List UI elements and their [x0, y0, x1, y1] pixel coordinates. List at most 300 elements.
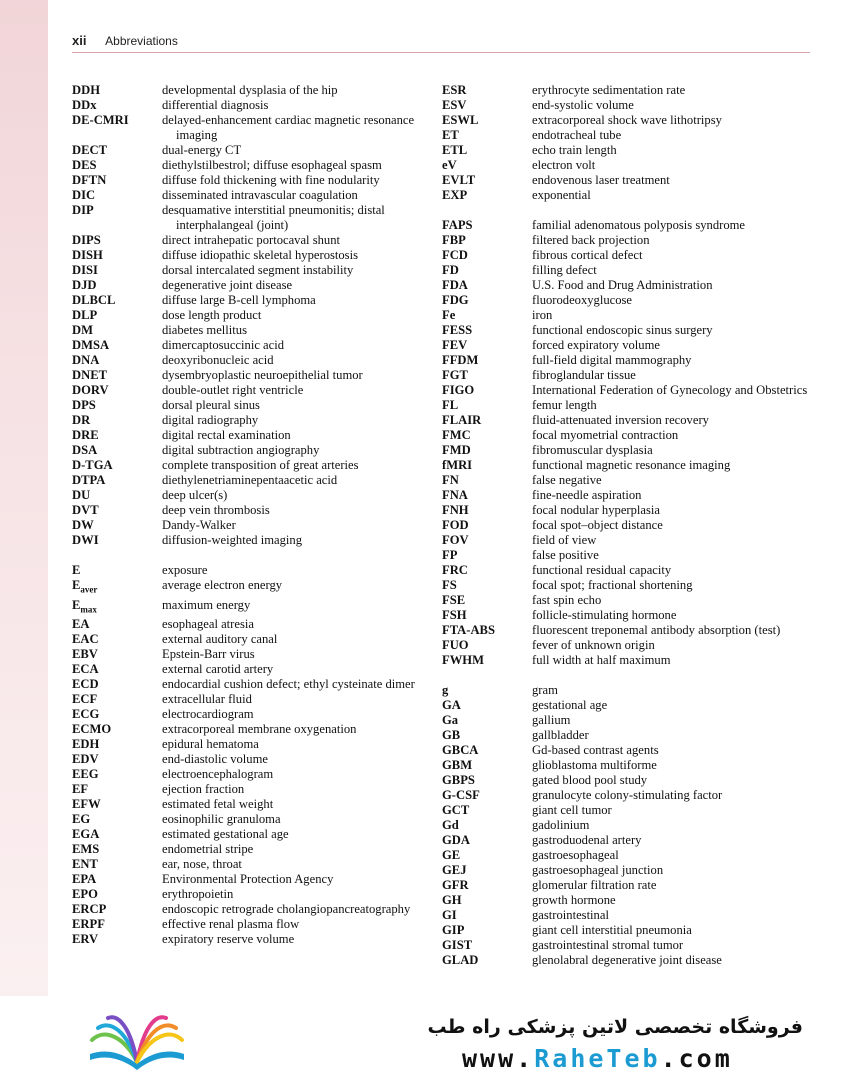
abbreviation-term: GIST [442, 938, 473, 952]
abbreviation-entry [72, 308, 420, 323]
abbreviation-definition: femur length [532, 398, 597, 412]
abbreviation-term: FDG [442, 293, 469, 307]
abbreviation-entry [72, 113, 420, 143]
abbreviation-entry [72, 458, 420, 473]
abbreviation-definition: focal nodular hyperplasia [532, 503, 660, 517]
abbreviation-entry [72, 488, 420, 503]
abbreviation-definition: electroencephalogram [162, 767, 274, 782]
abbreviation-entry [442, 578, 810, 593]
abbreviation-definition: esophageal atresia [162, 617, 254, 632]
abbreviation-definition: endocardial cushion defect; ethyl cysteinate dimer [162, 677, 415, 692]
abbreviation-entry [72, 872, 420, 887]
abbreviation-entry [72, 158, 420, 173]
abbreviation-definition: glioblastoma multiforme [532, 758, 657, 772]
abbreviation-definition: Environmental Protection Agency [162, 872, 334, 887]
abbreviation-entry [72, 737, 420, 752]
abbreviation-term: ESWL [442, 113, 479, 127]
abbreviation-entry [442, 263, 810, 278]
abbreviation-definition: external auditory canal [162, 632, 278, 647]
abbreviation-term: FD [442, 263, 459, 277]
abbreviation-entry [442, 608, 810, 623]
abbreviation-term: DORV [72, 383, 109, 397]
abbreviation-term: FMC [442, 428, 471, 442]
abbreviation-definition: average electron energy [162, 578, 283, 592]
abbreviation-entry [442, 548, 810, 563]
abbreviation-definition: dysembryoplastic neuroepithelial tumor [162, 368, 363, 382]
abbreviation-term: DTPA [72, 473, 106, 487]
abbreviation-term: GBM [442, 758, 473, 772]
abbreviation-entry [72, 323, 420, 338]
abbreviation-definition: Gd-based contrast agents [532, 743, 659, 757]
abbreviation-entry [442, 383, 810, 398]
abbreviation-entry [442, 143, 810, 158]
abbreviation-term: FNH [442, 503, 469, 517]
abbreviation-definition: extracellular fluid [162, 692, 252, 707]
abbreviation-term: E [72, 563, 81, 577]
abbreviation-term: GH [442, 893, 462, 907]
abbreviation-entry [72, 578, 420, 598]
url-brand: RaheTeb [534, 1044, 661, 1073]
abbreviation-definition: gestational age [532, 698, 608, 712]
abbreviation-definition: digital rectal examination [162, 428, 291, 442]
abbreviation-term: DDx [72, 98, 97, 112]
abbreviation-definition: erythropoietin [162, 887, 234, 902]
abbreviation-entry [442, 833, 810, 848]
abbreviation-definition: diffuse large B-cell lymphoma [162, 293, 316, 307]
abbreviation-definition: external carotid artery [162, 662, 274, 677]
abbreviation-definition: gallbladder [532, 728, 589, 742]
abbreviation-term: FIGO [442, 383, 475, 397]
abbreviation-term: ECA [72, 662, 99, 677]
abbreviation-definition: expiratory reserve volume [162, 932, 295, 947]
abbreviation-term: FDA [442, 278, 468, 292]
abbreviation-entry [442, 908, 810, 923]
abbreviation-entry [442, 698, 810, 713]
abbreviation-term: FFDM [442, 353, 479, 367]
abbreviation-definition: filtered back projection [532, 233, 650, 247]
abbreviation-entry [72, 413, 420, 428]
abbreviation-entry [442, 743, 810, 758]
abbreviation-term: DIPS [72, 233, 101, 247]
abbreviation-entry [442, 308, 810, 323]
abbreviation-term: FMD [442, 443, 471, 457]
abbreviation-entry [442, 923, 810, 938]
abbreviation-definition: glomerular filtration rate [532, 878, 657, 892]
abbreviation-term: GB [442, 728, 461, 742]
abbreviation-term: FL [442, 398, 459, 412]
abbreviation-term-wrapper [72, 598, 162, 618]
abbreviation-entry [72, 887, 420, 902]
abbreviation-definition: diffusion-weighted imaging [162, 533, 303, 547]
abbreviation-term: DW [72, 518, 94, 532]
abbreviation-definition: electron volt [532, 158, 596, 172]
abbreviation-subscript: aver [80, 584, 98, 595]
abbreviation-term: ENT [72, 857, 98, 872]
abbreviation-entry [72, 767, 420, 782]
abbreviation-term: EPA [72, 872, 97, 887]
abbreviation-term: FSE [442, 593, 466, 607]
abbreviation-definition: fibromuscular dysplasia [532, 443, 653, 457]
abbreviation-term: EDV [72, 752, 99, 767]
abbreviation-entry [72, 647, 420, 662]
abbreviation-term: GA [442, 698, 461, 712]
abbreviation-term: FESS [442, 323, 473, 337]
abbreviation-definition: functional residual capacity [532, 563, 672, 577]
abbreviation-term: EDH [72, 737, 100, 752]
abbreviation-definition: filling defect [532, 263, 597, 277]
abbreviation-term: Ga [442, 713, 459, 727]
abbreviation-definition: ejection fraction [162, 782, 245, 797]
abbreviation-entry [72, 203, 420, 233]
abbreviation-definition: functional magnetic resonance imaging [532, 458, 731, 472]
abbreviation-entry [72, 598, 420, 618]
abbreviation-entry [442, 683, 810, 698]
page-margin-tint [0, 0, 48, 996]
abbreviation-definition: dose length product [162, 308, 262, 322]
abbreviation-term: DNET [72, 368, 107, 382]
abbreviation-definition: gastrointestinal stromal tumor [532, 938, 684, 952]
abbreviation-term: DVT [72, 503, 99, 517]
abbreviation-entry [72, 662, 420, 677]
abbreviation-term: GBPS [442, 773, 475, 787]
abbreviation-term: FRC [442, 563, 468, 577]
abbreviation-entry [442, 98, 810, 113]
url-prefix: www. [462, 1044, 535, 1073]
abbreviation-entry [442, 473, 810, 488]
abbreviation-definition: differential diagnosis [162, 98, 269, 112]
abbreviation-entry [442, 128, 810, 143]
abbreviation-entry [442, 638, 810, 653]
abbreviation-term: GFR [442, 878, 469, 892]
abbreviation-term: E [72, 597, 81, 612]
abbreviation-entry [442, 503, 810, 518]
abbreviation-term: EBV [72, 647, 98, 662]
abbreviation-term: FN [442, 473, 459, 487]
abbreviation-entry [442, 533, 810, 548]
abbreviation-definition: iron [532, 308, 553, 322]
abbreviation-entry [442, 458, 810, 473]
abbreviation-term: G-CSF [442, 788, 480, 802]
abbreviation-term: ETL [442, 143, 468, 157]
running-header [72, 33, 178, 49]
abbreviation-term: DM [72, 323, 93, 337]
abbreviation-definition: gastrointestinal [532, 908, 609, 922]
abbreviation-definition: granulocyte colony-stimulating factor [532, 788, 723, 802]
abbreviation-definition: endotracheal tube [532, 128, 622, 142]
abbreviation-term: EGA [72, 827, 100, 842]
abbreviation-term: DIC [72, 188, 96, 202]
abbreviation-definition: effective renal plasma flow [162, 917, 300, 932]
abbreviation-entry [72, 902, 420, 917]
abbreviation-definition: erythrocyte sedimentation rate [532, 83, 686, 97]
abbreviation-entry [442, 803, 810, 818]
abbreviation-entry [442, 953, 810, 968]
abbreviation-definition: fine-needle aspiration [532, 488, 642, 502]
abbreviation-term: DU [72, 488, 91, 502]
abbreviation-definition: giant cell tumor [532, 803, 612, 817]
abbreviation-term: DPS [72, 398, 96, 412]
abbreviation-definition: delayed-enhancement cardiac magnetic resonance imaging [162, 113, 415, 142]
abbreviation-entry [442, 293, 810, 308]
abbreviation-term: E [72, 578, 81, 592]
abbreviation-entry [442, 83, 810, 98]
abbreviation-definition: dual-energy CT [162, 143, 242, 157]
abbreviation-entry [442, 173, 810, 188]
abbreviation-definition: fluid-attenuated inversion recovery [532, 413, 709, 427]
abbreviation-entry [72, 812, 420, 827]
abbreviation-term: FOD [442, 518, 469, 532]
abbreviation-entry [442, 893, 810, 908]
abbreviation-term: Gd [442, 818, 459, 832]
abbreviation-term: DRE [72, 428, 99, 442]
abbreviation-term: DLBCL [72, 293, 116, 307]
abbreviation-entry [72, 827, 420, 842]
abbreviation-entry [442, 878, 810, 893]
abbreviation-entry [72, 782, 420, 797]
abbreviation-entry [442, 188, 810, 203]
abbreviation-term: g [442, 683, 449, 697]
abbreviation-definition: endometrial stripe [162, 842, 254, 857]
abbreviation-definition: fibroglandular tissue [532, 368, 636, 382]
abbreviation-entry [442, 518, 810, 533]
abbreviation-term: EFW [72, 797, 101, 812]
abbreviation-definition: dimercaptosuccinic acid [162, 338, 285, 352]
abbreviation-definition: gastroesophageal junction [532, 863, 664, 877]
abbreviation-term: FGT [442, 368, 468, 382]
abbreviation-entry [442, 623, 810, 638]
abbreviation-term: ECF [72, 692, 98, 707]
abbreviation-term: EAC [72, 632, 99, 647]
abbreviation-entry [442, 158, 810, 173]
abbreviation-entry [72, 143, 420, 158]
abbreviation-entry [72, 188, 420, 203]
abbreviation-entry [72, 173, 420, 188]
abbreviation-entry [72, 707, 420, 722]
abbreviation-term: ECMO [72, 722, 112, 737]
abbreviation-term: FWHM [442, 653, 484, 667]
abbreviation-definition: gallium [532, 713, 571, 727]
open-book-rainbow-logo-icon [86, 1010, 188, 1072]
abbreviation-term: EF [72, 782, 89, 797]
abbreviation-definition: diffuse fold thickening with fine nodularity [162, 173, 380, 187]
abbreviation-definition: focal spot–object distance [532, 518, 663, 532]
abbreviation-term: DIP [72, 203, 94, 217]
abbreviation-term: EMS [72, 842, 100, 857]
abbreviation-term: FBP [442, 233, 466, 247]
abbreviation-definition: gram [532, 683, 558, 697]
abbreviation-definition: digital subtraction angiography [162, 443, 320, 457]
abbreviation-definition: full-field digital mammography [532, 353, 692, 367]
abbreviation-term: eV [442, 158, 457, 172]
abbreviation-term: DDH [72, 83, 100, 97]
abbreviation-entry [442, 368, 810, 383]
abbreviation-term: FP [442, 548, 458, 562]
abbreviation-entry [72, 503, 420, 518]
abbreviation-definition: field of view [532, 533, 597, 547]
abbreviation-definition: growth hormone [532, 893, 616, 907]
abbreviation-term: FOV [442, 533, 469, 547]
abbreviation-entry [442, 788, 810, 803]
abbreviation-entry [72, 692, 420, 707]
abbreviation-entry [72, 338, 420, 353]
abbreviation-definition: direct intrahepatic portocaval shunt [162, 233, 340, 247]
abbreviation-definition: digital radiography [162, 413, 259, 427]
abbreviation-entry [72, 518, 420, 533]
abbreviation-term: EXP [442, 188, 468, 202]
abbreviation-definition: electrocardiogram [162, 707, 254, 722]
abbreviation-entry [442, 248, 810, 263]
abbreviation-entry [442, 713, 810, 728]
abbreviation-term: ECG [72, 707, 100, 722]
abbreviation-entry [72, 443, 420, 458]
abbreviation-term: DMSA [72, 338, 110, 352]
abbreviation-term: GIP [442, 923, 465, 937]
abbreviation-term: EPO [72, 887, 98, 902]
abbreviation-term: GBCA [442, 743, 479, 757]
abbreviation-entry [442, 818, 810, 833]
abbreviation-definition: endoscopic retrograde cholangiopancreatography [162, 902, 411, 917]
abbreviation-entry [442, 338, 810, 353]
abbreviation-term: ECD [72, 677, 99, 692]
abbreviation-term: GE [442, 848, 461, 862]
abbreviation-term: DISH [72, 248, 103, 262]
abbreviation-definition: functional endoscopic sinus surgery [532, 323, 713, 337]
abbreviation-definition: extracorporeal shock wave lithotripsy [532, 113, 722, 127]
abbreviation-entry [72, 278, 420, 293]
abbreviation-entry [442, 233, 810, 248]
abbreviation-definition: epidural hematoma [162, 737, 259, 752]
abbreviation-term: FS [442, 578, 457, 592]
abbreviation-definition: diffuse idiopathic skeletal hyperostosis [162, 248, 358, 262]
abbreviation-definition: gadolinium [532, 818, 590, 832]
abbreviation-subscript: max [80, 604, 97, 615]
abbreviation-definition: gated blood pool study [532, 773, 648, 787]
abbreviation-definition: disseminated intravascular coagulation [162, 188, 358, 202]
store-url[interactable] [462, 1044, 733, 1073]
abbreviation-term: D-TGA [72, 458, 113, 472]
abbreviation-term: ERCP [72, 902, 107, 917]
abbreviation-definition: International Federation of Gynecology and Obstetrics [532, 383, 808, 397]
abbreviation-definition: familial adenomatous polyposis syndrome [532, 218, 746, 232]
abbreviation-entry [72, 932, 420, 947]
abbreviation-term: ET [442, 128, 459, 142]
abbreviation-entry [442, 113, 810, 128]
abbreviation-entry [72, 857, 420, 872]
abbreviation-term-wrapper [72, 578, 162, 598]
abbreviation-term: DES [72, 158, 97, 172]
abbreviation-definition: gastroesophageal [532, 848, 619, 862]
abbreviation-term: FAPS [442, 218, 473, 232]
abbreviation-entry [442, 728, 810, 743]
abbreviation-definition: false positive [532, 548, 599, 562]
abbreviation-term: EA [72, 617, 90, 632]
abbreviation-entry [72, 383, 420, 398]
section-title: Abbreviations [105, 34, 178, 48]
abbreviation-definition: follicle-stimulating hormone [532, 608, 677, 622]
abbreviation-entry [72, 677, 420, 692]
abbreviation-entry [72, 428, 420, 443]
abbreviation-definition: estimated gestational age [162, 827, 289, 842]
abbreviation-definition: extracorporeal membrane oxygenation [162, 722, 357, 737]
abbreviation-entry [442, 278, 810, 293]
abbreviation-definition: deep vein thrombosis [162, 503, 270, 517]
abbreviation-entry [72, 632, 420, 647]
abbreviation-definition: glenolabral degenerative joint disease [532, 953, 722, 967]
abbreviation-term: DJD [72, 278, 97, 292]
abbreviation-entry [72, 842, 420, 857]
abbreviation-term: FLAIR [442, 413, 482, 427]
abbreviation-entry [72, 353, 420, 368]
store-name: فروشگاه تخصصی لاتین پزشکی راه طب [427, 1016, 803, 1038]
abbreviation-definition: gastroduodenal artery [532, 833, 642, 847]
abbreviation-definition: maximum energy [162, 597, 251, 612]
abbreviation-definition: diabetes mellitus [162, 323, 247, 337]
abbreviation-entry [442, 653, 810, 668]
abbreviation-entry [72, 473, 420, 488]
abbreviation-term: ERPF [72, 917, 105, 932]
abbreviation-term: GEJ [442, 863, 467, 877]
abbreviation-term: EVLT [442, 173, 476, 187]
abbreviation-definition: exponential [532, 188, 591, 202]
abbreviation-entry [72, 533, 420, 548]
section-gap [72, 548, 420, 563]
abbreviation-entry [72, 98, 420, 113]
abbreviation-term: FNA [442, 488, 468, 502]
abbreviation-entry [442, 758, 810, 773]
abbreviation-term: ESR [442, 83, 467, 97]
abbreviation-entry [72, 263, 420, 278]
abbreviation-definition: focal myometrial contraction [532, 428, 679, 442]
abbreviation-definition: eosinophilic granuloma [162, 812, 281, 827]
abbreviation-entry [442, 218, 810, 233]
abbreviation-entry [72, 722, 420, 737]
abbreviation-term: FSH [442, 608, 467, 622]
abbreviation-term: DR [72, 413, 91, 427]
abbreviation-entry [442, 773, 810, 788]
abbreviation-term: DECT [72, 143, 107, 157]
abbreviation-entry [72, 233, 420, 248]
abbreviation-definition: end-diastolic volume [162, 752, 268, 767]
abbreviation-definition: developmental dysplasia of the hip [162, 83, 338, 97]
header-rule [72, 52, 810, 53]
abbreviation-term: DISI [72, 263, 98, 277]
url-suffix: .com [660, 1044, 733, 1073]
abbreviation-definition: ear, nose, throat [162, 857, 242, 872]
abbreviation-definition: diethylenetriaminepentaacetic acid [162, 473, 338, 487]
abbreviation-entry [442, 413, 810, 428]
abbreviation-term: DWI [72, 533, 99, 547]
abbreviation-entry [72, 917, 420, 932]
abbreviation-entry [442, 323, 810, 338]
abbreviation-entry [442, 563, 810, 578]
abbreviation-term: GLAD [442, 953, 479, 967]
abbreviation-entry [442, 443, 810, 458]
abbreviation-entry [442, 863, 810, 878]
abbreviation-term: Fe [442, 308, 456, 322]
abbreviation-definition: fluorodeoxyglucose [532, 293, 633, 307]
abbreviation-definition: fluorescent treponemal antibody absorption (test) [532, 623, 781, 637]
abbreviation-column-right [442, 83, 810, 968]
abbreviation-definition: dorsal pleural sinus [162, 398, 260, 412]
abbreviation-definition: complete transposition of great arteries [162, 458, 359, 472]
abbreviation-definition: fever of unknown origin [532, 638, 655, 652]
abbreviation-entry [442, 428, 810, 443]
abbreviation-definition: Dandy-Walker [162, 518, 236, 532]
abbreviation-definition: endovenous laser treatment [532, 173, 670, 187]
abbreviation-definition: exposure [162, 563, 208, 577]
abbreviation-term: ERV [72, 932, 99, 947]
abbreviation-entry [72, 248, 420, 263]
